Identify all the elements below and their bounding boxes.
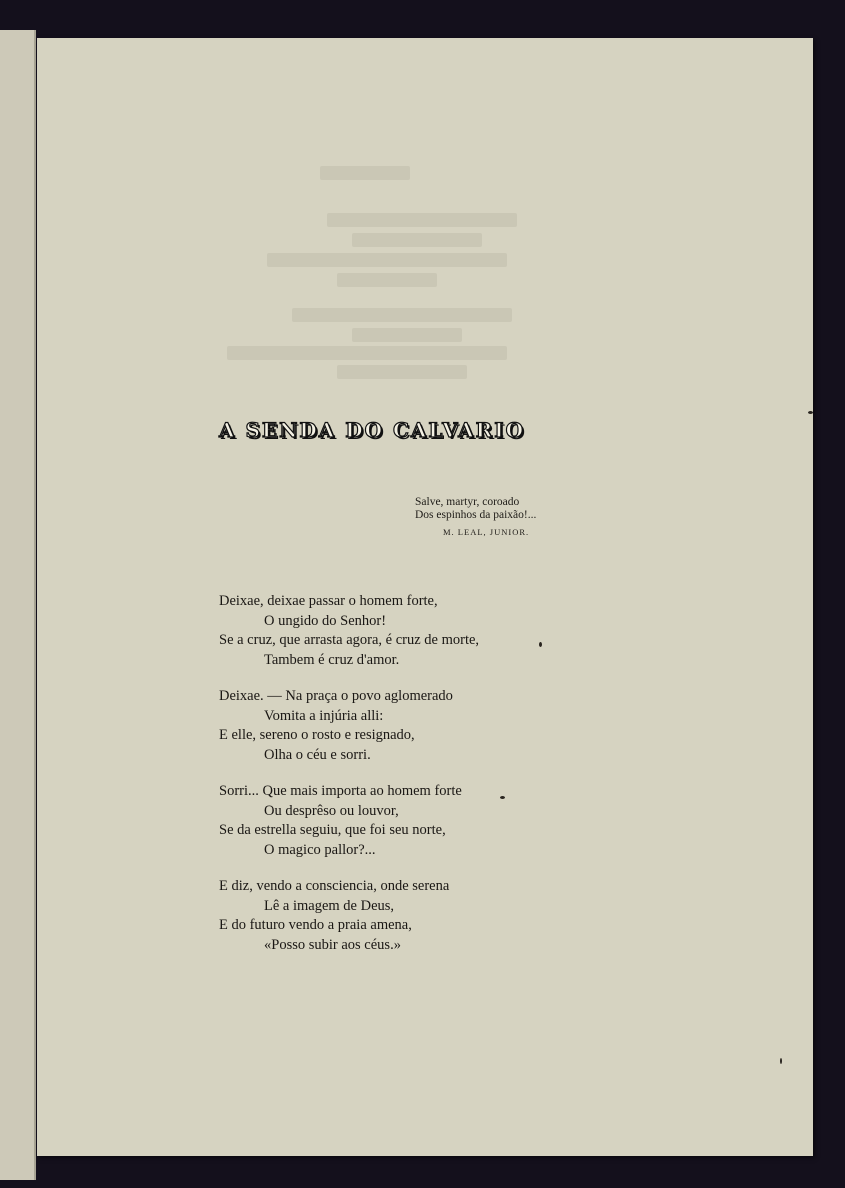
paper-speck — [500, 796, 505, 799]
verse-line: E elle, sereno o rosto e resignado, — [219, 727, 415, 743]
verse-line: O ungido do Senhor! — [264, 612, 387, 629]
stanza — [219, 782, 599, 860]
verse-line: Se a cruz, que arrasta agora, é cruz de morte, — [219, 632, 480, 648]
verse-line: Deixae, deixae passar o homem forte, — [219, 593, 438, 609]
stanza — [219, 687, 599, 765]
book-page — [37, 38, 813, 1156]
paper-speck — [539, 642, 542, 647]
verse-line: Se da estrella seguiu, que foi seu norte, — [219, 822, 446, 838]
paper-speck — [780, 1058, 782, 1064]
verse-line: Tambem é cruz d'amor. — [264, 651, 400, 668]
poem-body — [219, 592, 599, 972]
verse-line: Vomita a injúria alli: — [264, 707, 384, 724]
stanza — [219, 592, 599, 670]
verse-line: E do futuro vendo a praia amena, — [219, 917, 412, 933]
epigraph-line: Dos espinhos da paixão!... — [415, 509, 537, 521]
poem-title: A SENDA DO CALVARIO — [218, 418, 525, 442]
paper-speck — [808, 411, 813, 414]
verse-line: Olha o céu e sorri. — [264, 746, 371, 763]
verse-line: Sorri... Que mais importa ao homem forte — [219, 783, 462, 799]
epigraph — [415, 496, 595, 539]
verse-line: O magico pallor?... — [264, 841, 376, 858]
verse-line: E diz, vendo a consciencia, onde serena — [219, 878, 450, 894]
facing-page-edge — [0, 30, 36, 1180]
epigraph-line: Salve, martyr, coroado — [415, 496, 520, 508]
stanza — [219, 877, 599, 955]
verse-line: Deixae. — Na praça o povo aglomerado — [219, 688, 453, 704]
verse-line: Lê a imagem de Deus, — [264, 897, 395, 914]
epigraph-author: M. LEAL, JUNIOR. — [443, 527, 530, 537]
verse-line: «Posso subir aos céus.» — [264, 936, 401, 953]
verse-line: Ou desprêso ou louvor, — [264, 802, 399, 819]
